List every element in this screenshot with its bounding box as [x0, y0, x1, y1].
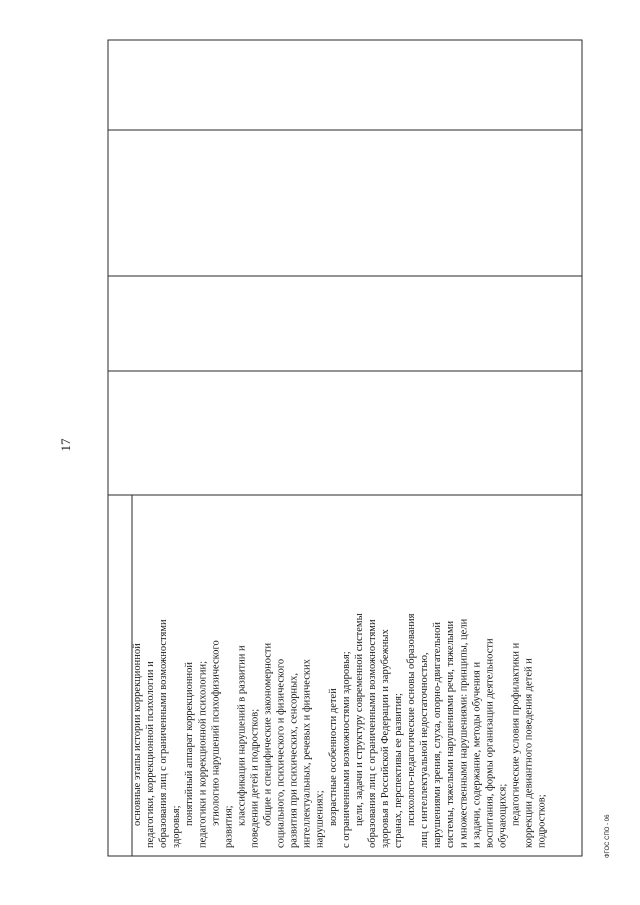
content-line: развития;: [223, 805, 235, 848]
content-line: лиц с интеллектуальной недостаточностью,: [419, 652, 431, 848]
content-line: педагогические условия профилактики и: [510, 642, 522, 826]
document-code: ФГОС СПО - 06: [605, 814, 611, 858]
content-line: общие и специфические закономерности: [262, 642, 274, 826]
content-line: классификации нарушений в развитии и: [236, 645, 248, 826]
content-line: нарушениях;: [314, 790, 326, 848]
content-line: образования лиц с ограниченными возможностями: [158, 619, 170, 848]
content-line: коррекции девиантного поведения детей и: [523, 658, 535, 848]
content-line: странах, перспективы ее развития;: [393, 693, 404, 848]
content-line: здоровья в Российской Федерации и зарубежных: [379, 629, 391, 848]
content-line: цели, задачи и структуру современной системы: [353, 613, 365, 826]
content-line: педагогики, коррекционной психологии и: [145, 661, 157, 848]
content-line: воспитания, формы организации деятельности: [484, 638, 496, 848]
content-line: интеллектуальных, речевых и физических: [301, 659, 313, 848]
content-line: нарушениями зрения, слуха, опорно-двигательной: [432, 621, 444, 848]
content-line: поведении детей и подростков;: [249, 708, 261, 848]
content-line: психолого-педагогические основы образования: [406, 613, 418, 826]
content-line: здоровья;: [171, 805, 183, 848]
content-line: и множественными нарушениями: принципы, цели: [458, 618, 470, 848]
knowledge-content-cell: [132, 613, 548, 848]
competency-table: [108, 40, 582, 856]
page-number: 17: [58, 438, 73, 452]
content-line: системы, тяжелыми нарушениями речи, тяжелыми: [445, 620, 457, 848]
content-line: основные этапы истории коррекционной: [132, 643, 143, 826]
content-line: понятийный аппарат коррекционной: [184, 661, 196, 826]
content-line: возрастные особенности детей: [327, 688, 339, 826]
content-line: социального, психического и физического: [275, 658, 287, 848]
content-line: и задачи, содержание, методы обучения и: [471, 661, 483, 848]
content-line: педагогики и коррекционной психологии;: [197, 660, 209, 848]
content-line: подростков;: [536, 794, 548, 848]
content-line: этиологию нарушений психофизического: [210, 640, 222, 826]
content-line: образования лиц с ограниченными возможностями: [366, 619, 378, 848]
content-line: обучающихся;: [497, 783, 509, 848]
content-line: развития при психических, сенсорных,: [288, 672, 300, 848]
content-line: с ограниченными возможностями здоровья;: [340, 651, 352, 848]
